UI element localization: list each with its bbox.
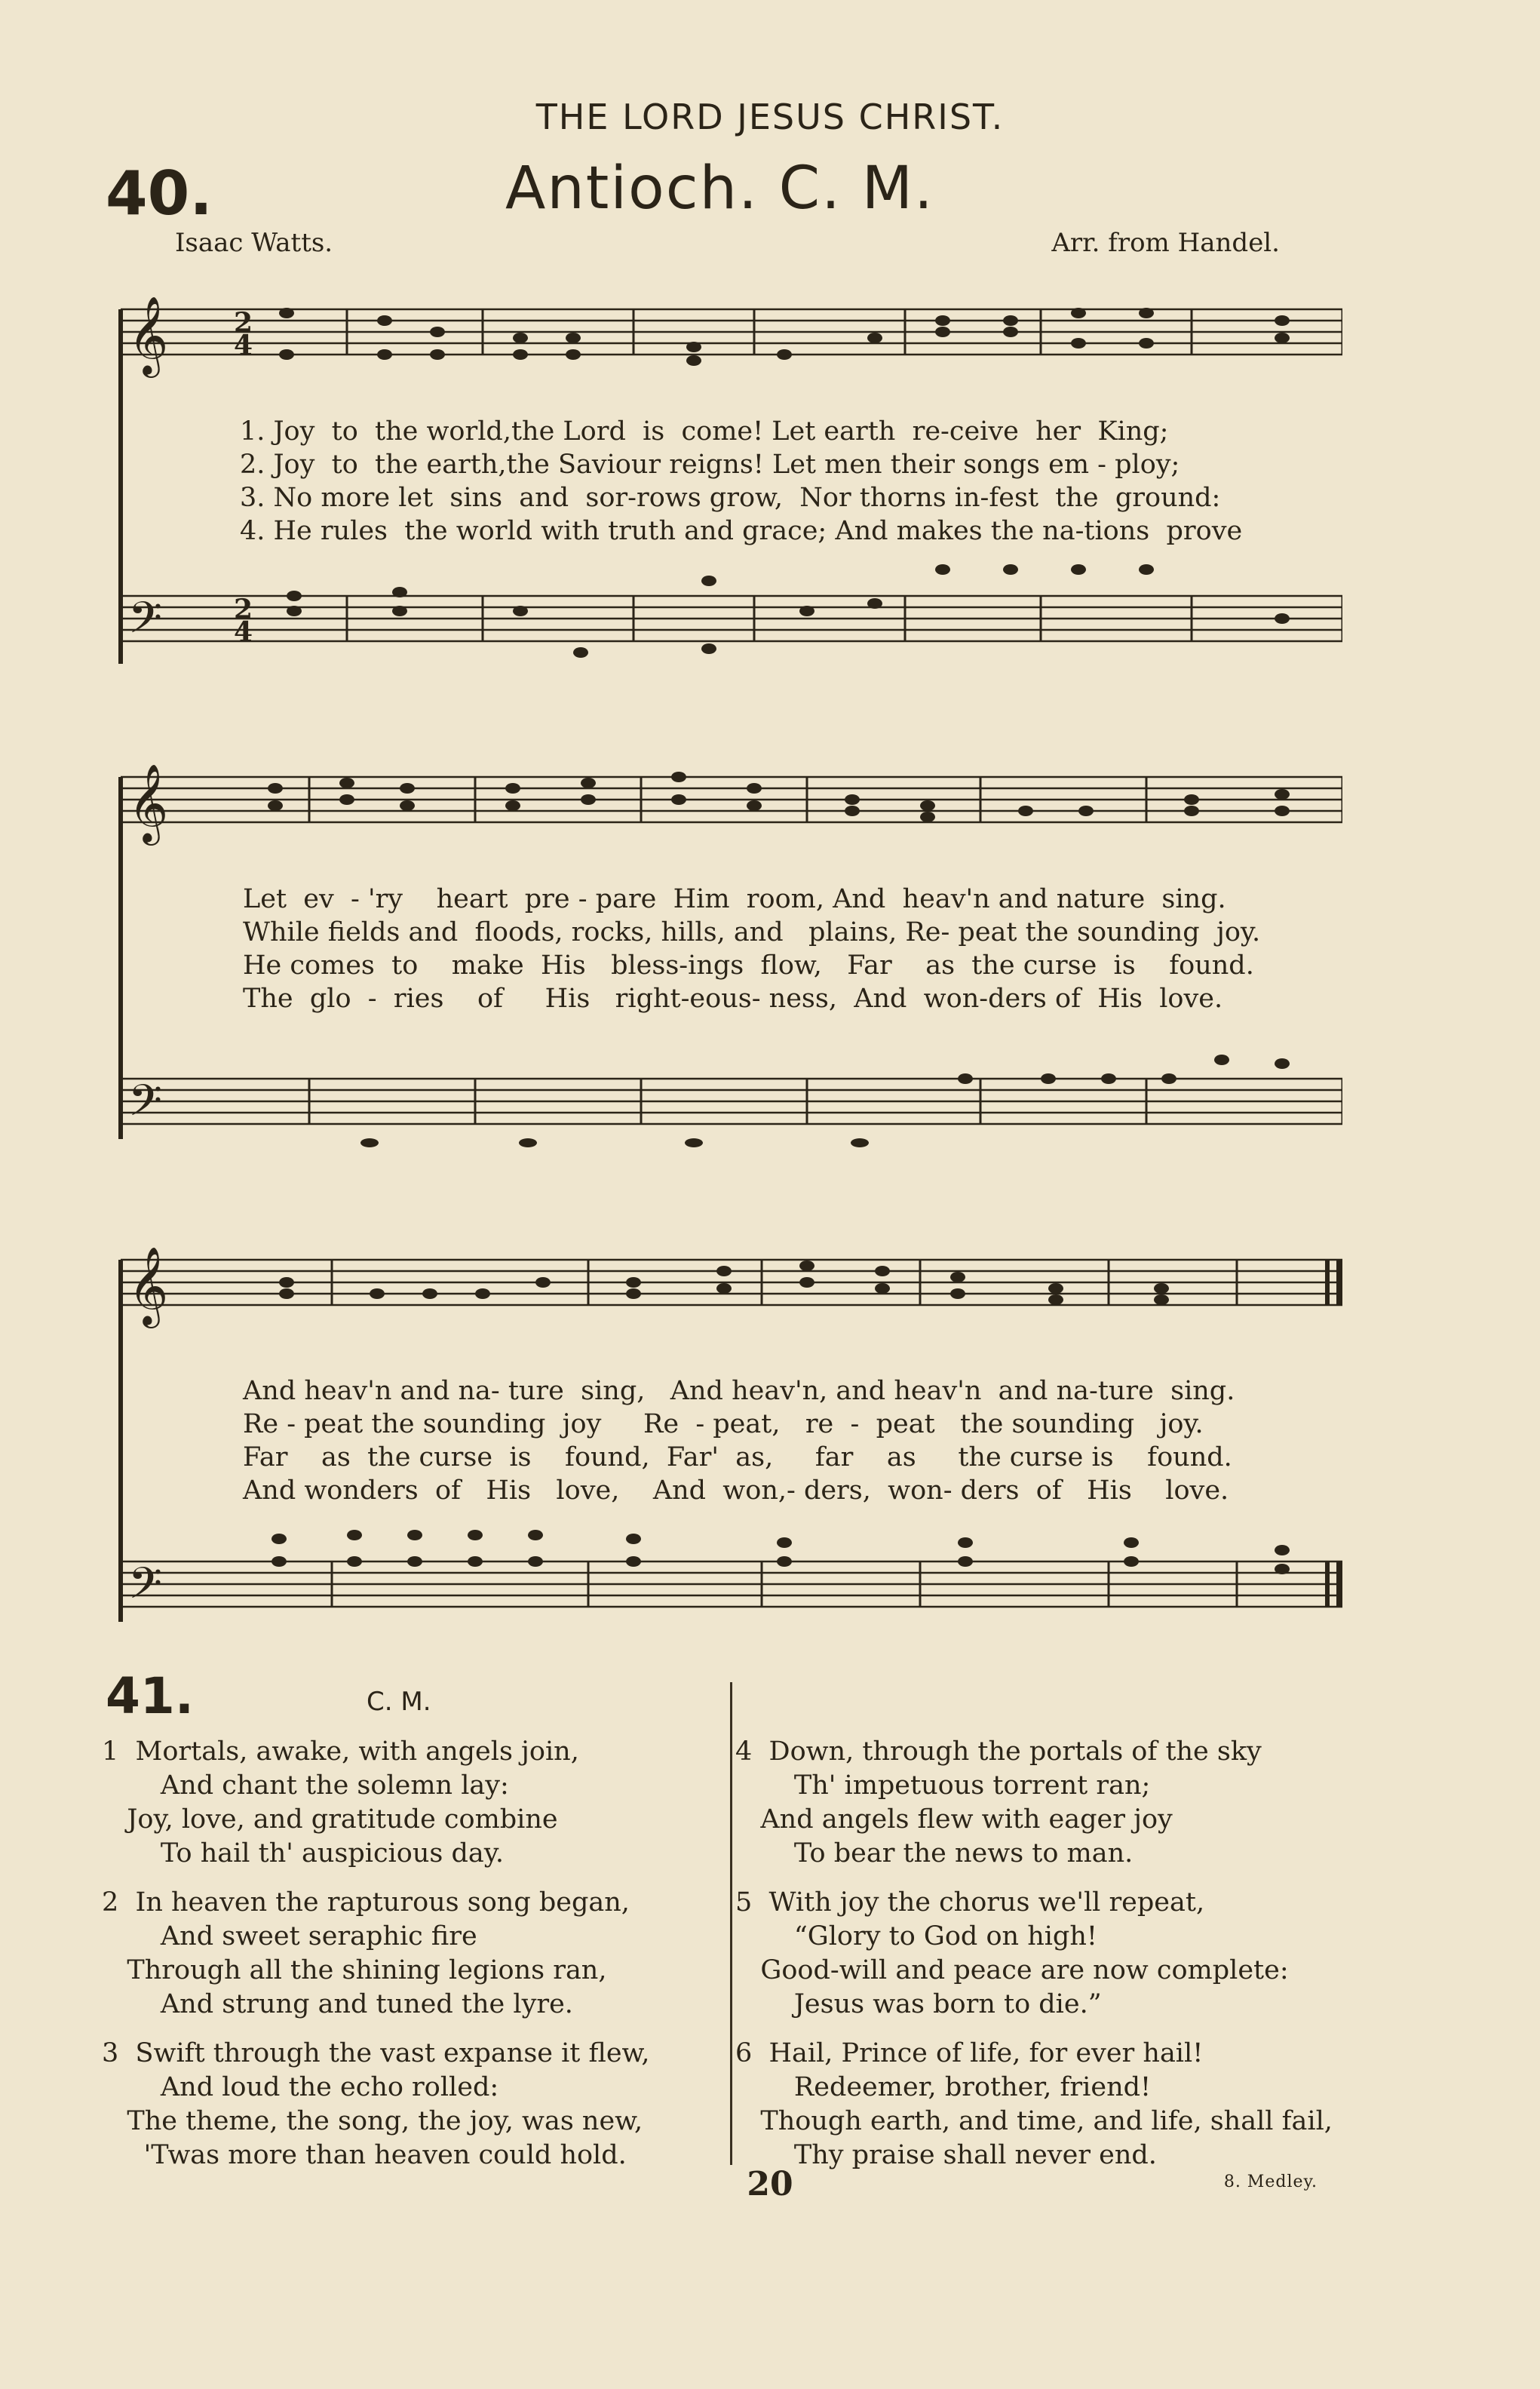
treble-notes [268,772,1290,822]
verses-right-column [735,1735,1333,2188]
bass-notes [271,1530,1290,1574]
lyric-line: 2. Joy to the earth,the Saviour reigns! Let men their songs em - ploy; [240,450,1180,480]
lyric-line: Re - peat the sounding joy Re - peat, re - peat the sounding joy. [243,1409,1204,1439]
treble-clef-icon: 𝄞 [128,763,169,843]
verse-line: Redeemer, brother, friend! [735,2072,1152,2102]
lyric-line: Let ev - 'ry heart pre - pare Him room, And heav'n and nature sing. [243,884,1226,914]
lyric-line: 1. Joy to the world,the Lord is come! Let earth re-ceive her King; [240,416,1169,447]
hymn-number: 40. [106,158,213,229]
printer-credit: 8. Medley. [1223,2173,1318,2191]
verse [735,1886,1333,2022]
bass-notes [287,564,1290,658]
verse-line: 2 In heaven the rapturous song began, [102,1887,630,1918]
verse [102,1735,650,1871]
verse-line: 'Twas more than heaven could hold. [102,2140,627,2170]
lyric-line: While fields and floods, rocks, hills, and plains, Re- peat the sounding joy. [243,917,1261,947]
bass-clef-icon: 𝄢 [128,592,163,654]
verses-left-column [102,1735,650,2188]
verse-line: 4 Down, through the portals of the sky [735,1736,1262,1767]
verse-line: To hail th' auspicious day. [102,1838,504,1869]
verse-line: Jesus was born to die.” [735,1989,1102,2019]
verse-line: And angels flew with eager joy [735,1804,1173,1835]
verse-line: To bear the news to man. [735,1838,1134,1869]
lyric-line: 4. He rules the world with truth and grace; And makes the na-tions prove [240,516,1243,546]
lyric-line: He comes to make His bless-ings flow, Far as the curse is found. [243,950,1254,981]
verse-line: 5 With joy the chorus we'll repeat, [735,1887,1205,1918]
lyric-line: The glo - ries of His right-eous- ness, And won-ders of His love. [243,984,1223,1014]
treble-staff [121,309,1342,355]
verse-line: “Glory to God on high! [735,1921,1097,1951]
lyric-line: And heav'n and na- ture sing, And heav'n, and heav'n and na-ture sing. [243,1376,1235,1406]
bass-clef-icon: 𝄢 [128,1075,163,1137]
verse-line: 6 Hail, Prince of life, for ever hail! [735,2038,1204,2068]
hymn-number: 41. [106,1667,194,1725]
verse-line: Good-will and peace are now complete: [735,1955,1289,1985]
verse-line: 1 Mortals, awake, with angels join, [102,1736,579,1767]
verse-line: And chant the solemn lay: [102,1770,509,1801]
lyric-line: And wonders of His love, And won,- ders, won- ders of His love. [243,1475,1229,1506]
lyrics-block-2 [243,883,1260,1015]
svg-text:2: 2 [234,307,253,339]
tune-title: Antioch. C. M. [505,155,934,223]
verse-line: Though earth, and time, and life, shall fail, [735,2106,1333,2136]
section-header: THE LORD JESUS CHRIST. [535,97,1005,137]
verse [735,1735,1333,1871]
verse-line: And strung and tuned the lyre. [102,1989,573,2019]
verse-line: The theme, the song, the joy, was new, [102,2106,643,2136]
meter-label: C. M. [367,1687,431,1717]
verse-line: And sweet seraphic fire [102,1921,477,1951]
column-divider [730,1682,732,2165]
lyrics-block-1 [240,415,1242,548]
arranger: Arr. from Handel. [1051,228,1280,258]
verse-line: 3 Swift through the vast expanse it flew, [102,2038,650,2068]
lyric-line: 3. No more let sins and sor-rows grow, Nor thorns in-fest the ground: [240,483,1221,513]
page-number: 20 [747,2165,793,2203]
author: Isaac Watts. [175,228,333,258]
verse-line: Thy praise shall never end. [735,2140,1157,2170]
verse-line: Through all the shining legions ran, [102,1955,607,1985]
verse-line: Th' impetuous torrent ran; [735,1770,1151,1801]
svg-text:2: 2 [234,594,253,625]
verse [735,2037,1333,2173]
lyric-line: Far as the curse is found, Far' as, far as the curse is found. [243,1442,1232,1472]
svg-text:4: 4 [234,616,253,648]
bass-staff [121,596,1342,641]
verse [102,1886,650,2022]
verse [102,2037,650,2173]
treble-clef-icon: 𝄞 [128,1246,169,1325]
verse-line: Joy, love, and gratitude combine [102,1804,558,1835]
lyrics-block-3 [243,1374,1235,1507]
bass-clef-icon: 𝄢 [128,1558,163,1620]
treble-clef-icon: 𝄞 [128,296,169,375]
svg-text:4: 4 [234,330,253,361]
treble-notes [279,308,1290,366]
verse-line: And loud the echo rolled: [102,2072,499,2102]
